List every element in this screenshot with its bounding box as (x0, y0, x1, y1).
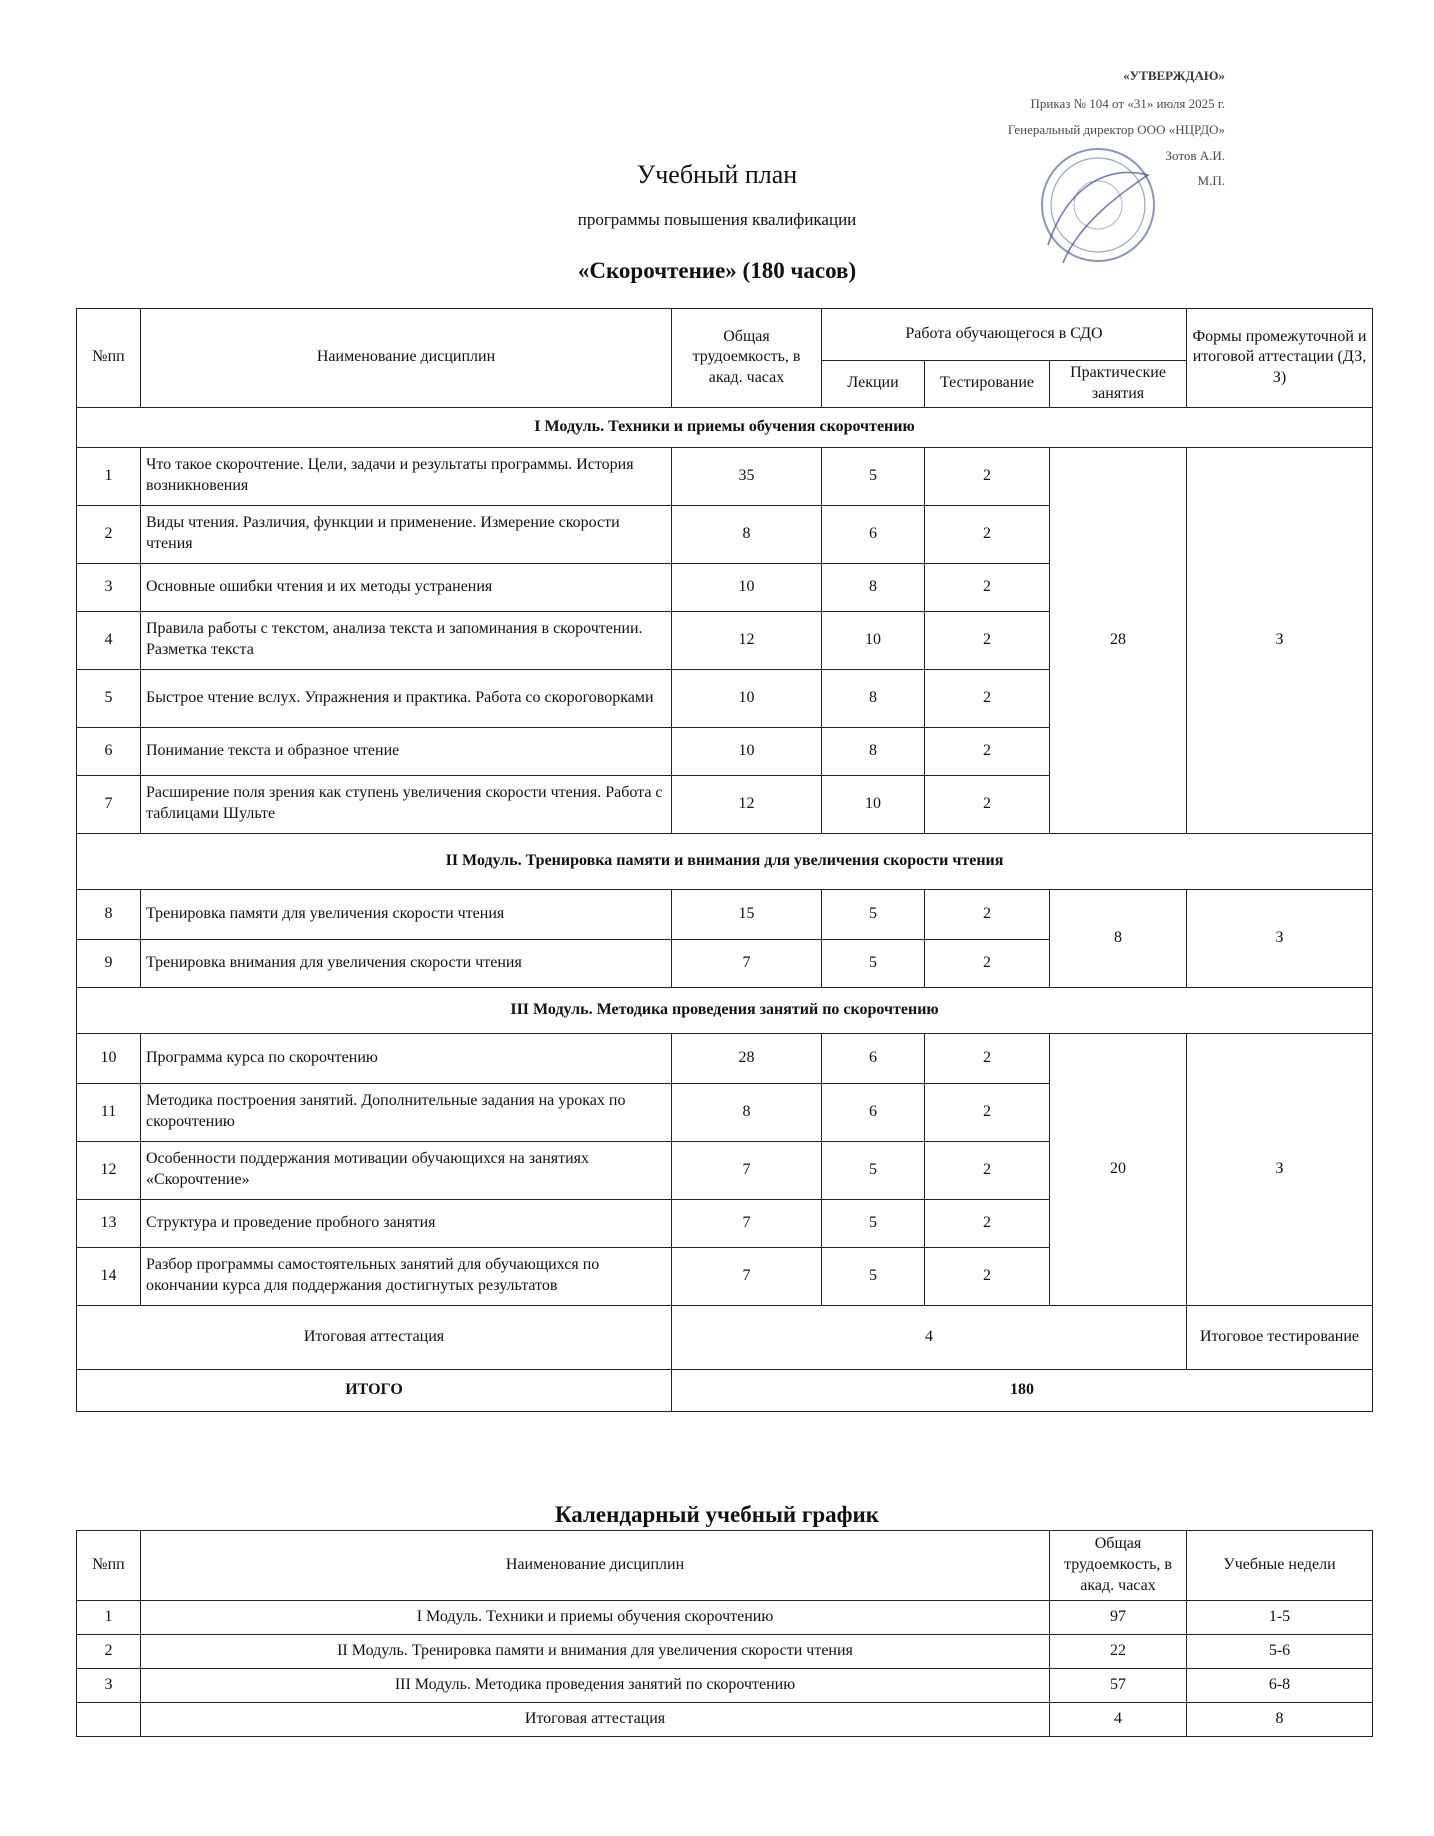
row-name: Тренировка внимания для увеличения скорости чтения (141, 939, 672, 987)
row-lectures: 5 (822, 447, 925, 505)
row-total: 4 (1050, 1703, 1187, 1737)
module-row (77, 833, 1373, 889)
row-name: III Модуль. Методика проведения занятий по скорочтению (141, 1669, 1050, 1703)
header-lectures: Лекции (822, 361, 925, 408)
row-total: 35 (672, 447, 822, 505)
table-row (77, 1703, 1373, 1737)
row-total: 7 (672, 1199, 822, 1247)
row-total: 12 (672, 611, 822, 669)
total-hours: 180 (672, 1369, 1373, 1411)
approval-position: Генеральный директор ООО «НЦРДО» (1007, 122, 1225, 137)
row-name: Методика построения занятий. Дополнительные задания на уроках по скорочтению (141, 1083, 672, 1141)
module-practice: 8 (1050, 889, 1187, 987)
row-total: 10 (672, 727, 822, 775)
row-num: 3 (77, 1669, 141, 1703)
row-name: I Модуль. Техники и приемы обучения скорочтению (141, 1601, 1050, 1635)
row-name: Понимание текста и образное чтение (141, 727, 672, 775)
row-testing: 2 (925, 727, 1050, 775)
row-name: Разбор программы самостоятельных занятий для обучающихся по окончании курса для поддержания достигнутых результатов (141, 1247, 672, 1305)
row-testing: 2 (925, 1083, 1050, 1141)
approval-name: Зотов А.И. (1165, 148, 1225, 163)
table-header-row (77, 309, 1373, 361)
row-total: 7 (672, 1247, 822, 1305)
row-lectures: 8 (822, 727, 925, 775)
row-weeks: 5-6 (1187, 1635, 1373, 1669)
header-total: Общая трудоемкость, в акад. часах (672, 309, 822, 408)
header-sdo: Работа обучающегося в СДО (822, 309, 1187, 361)
row-lectures: 6 (822, 1033, 925, 1083)
row-testing: 2 (925, 563, 1050, 611)
row-lectures: 5 (822, 889, 925, 939)
row-num: 6 (77, 727, 141, 775)
row-testing: 2 (925, 1033, 1050, 1083)
curriculum-table (76, 308, 1373, 1412)
row-num: 12 (77, 1141, 141, 1199)
table-row (77, 1669, 1373, 1703)
row-total: 8 (672, 505, 822, 563)
row-lectures: 5 (822, 1141, 925, 1199)
row-total: 22 (1050, 1635, 1187, 1669)
row-num: 2 (77, 1635, 141, 1669)
row-name: Виды чтения. Различия, функции и применение. Измерение скорости чтения (141, 505, 672, 563)
row-name: Быстрое чтение вслух. Упражнения и практика. Работа со скороговорками (141, 669, 672, 727)
row-lectures: 10 (822, 775, 925, 833)
row-lectures: 8 (822, 669, 925, 727)
module-form: З (1187, 889, 1373, 987)
document-subtitle: программы повышения квалификации (577, 210, 857, 229)
row-num: 3 (77, 563, 141, 611)
row-testing: 2 (925, 611, 1050, 669)
row-num: 7 (77, 775, 141, 833)
table-row (77, 1601, 1373, 1635)
row-num: 13 (77, 1199, 141, 1247)
row-num: 14 (77, 1247, 141, 1305)
row-num: 8 (77, 889, 141, 939)
row-name: Расширение поля зрения как ступень увеличения скорости чтения. Работа с таблицами Шульте (141, 775, 672, 833)
row-num: 1 (77, 447, 141, 505)
row-num: 11 (77, 1083, 141, 1141)
row-name: Основные ошибки чтения и их методы устранения (141, 563, 672, 611)
row-lectures: 6 (822, 1083, 925, 1141)
table-row (77, 889, 1373, 939)
row-testing: 2 (925, 669, 1050, 727)
approval-order: Приказ № 104 от «31» июля 2025 г. (1030, 96, 1225, 111)
module-row (77, 407, 1373, 447)
row-weeks: 6-8 (1187, 1669, 1373, 1703)
row-total: 28 (672, 1033, 822, 1083)
final-attestation-hours: 4 (672, 1305, 1187, 1369)
header-total: Общая трудоемкость, в акад. часах (1050, 1531, 1187, 1601)
header-name: Наименование дисциплин (141, 309, 672, 408)
header-name: Наименование дисциплин (141, 1531, 1050, 1601)
header-weeks: Учебные недели (1187, 1531, 1373, 1601)
table-row (77, 447, 1373, 505)
document-title: Учебный план (636, 160, 798, 189)
module-practice: 28 (1050, 447, 1187, 833)
row-testing: 2 (925, 939, 1050, 987)
table-header-row (77, 1531, 1373, 1601)
final-attestation-label: Итоговая аттестация (77, 1305, 672, 1369)
row-num: 10 (77, 1033, 141, 1083)
row-lectures: 5 (822, 1247, 925, 1305)
row-total: 12 (672, 775, 822, 833)
table-row (77, 1635, 1373, 1669)
row-testing: 2 (925, 447, 1050, 505)
header-num: №пп (77, 309, 141, 408)
row-total: 57 (1050, 1669, 1187, 1703)
module-practice: 20 (1050, 1033, 1187, 1305)
row-lectures: 6 (822, 505, 925, 563)
row-lectures: 8 (822, 563, 925, 611)
row-total: 7 (672, 939, 822, 987)
row-name: Структура и проведение пробного занятия (141, 1199, 672, 1247)
row-testing: 2 (925, 1199, 1050, 1247)
schedule-table (76, 1530, 1373, 1737)
row-total: 10 (672, 669, 822, 727)
row-name: Программа курса по скорочтению (141, 1033, 672, 1083)
row-lectures: 5 (822, 1199, 925, 1247)
header-num: №пп (77, 1531, 141, 1601)
row-num (77, 1703, 141, 1737)
header-forms: Формы промежуточной и итоговой аттестации (ДЗ, З) (1187, 309, 1373, 408)
table-row (77, 1033, 1373, 1083)
module-form: З (1187, 1033, 1373, 1305)
module-form: З (1187, 447, 1373, 833)
schedule-title: Календарный учебный график (554, 1502, 880, 1527)
row-total: 15 (672, 889, 822, 939)
row-testing: 2 (925, 505, 1050, 563)
row-name: Правила работы с текстом, анализа текста и запоминания в скорочтении. Разметка текста (141, 611, 672, 669)
row-name: Что такое скорочтение. Цели, задачи и результаты программы. История возникновения (141, 447, 672, 505)
row-testing: 2 (925, 1247, 1050, 1305)
approval-mp: М.П. (1197, 173, 1225, 188)
program-title: «Скорочтение» (180 часов) (577, 258, 857, 283)
row-total: 97 (1050, 1601, 1187, 1635)
header-testing: Тестирование (925, 361, 1050, 408)
row-name: Особенности поддержания мотивации обучающихся на занятиях «Скорочтение» (141, 1141, 672, 1199)
row-num: 2 (77, 505, 141, 563)
row-num: 5 (77, 669, 141, 727)
module-title: I Модуль. Техники и приемы обучения скорочтению (77, 407, 1373, 447)
header-practice: Практические занятия (1050, 361, 1187, 408)
row-weeks: 1-5 (1187, 1601, 1373, 1635)
row-total: 10 (672, 563, 822, 611)
module-title: II Модуль. Тренировка памяти и внимания для увеличения скорости чтения (77, 833, 1373, 889)
module-row (77, 987, 1373, 1033)
approval-heading: «УТВЕРЖДАЮ» (1123, 68, 1225, 83)
row-name: Тренировка памяти для увеличения скорости чтения (141, 889, 672, 939)
final-attestation-row (77, 1305, 1373, 1369)
row-name: Итоговая аттестация (141, 1703, 1050, 1737)
row-testing: 2 (925, 1141, 1050, 1199)
row-num: 9 (77, 939, 141, 987)
module-title: III Модуль. Методика проведения занятий по скорочтению (77, 987, 1373, 1033)
row-weeks: 8 (1187, 1703, 1373, 1737)
row-testing: 2 (925, 775, 1050, 833)
row-name: II Модуль. Тренировка памяти и внимания для увеличения скорости чтения (141, 1635, 1050, 1669)
total-label: ИТОГО (77, 1369, 672, 1411)
row-num: 4 (77, 611, 141, 669)
row-total: 8 (672, 1083, 822, 1141)
final-attestation-form: Итоговое тестирование (1187, 1305, 1373, 1369)
row-num: 1 (77, 1601, 141, 1635)
total-row (77, 1369, 1373, 1411)
row-lectures: 10 (822, 611, 925, 669)
row-testing: 2 (925, 889, 1050, 939)
row-lectures: 5 (822, 939, 925, 987)
row-total: 7 (672, 1141, 822, 1199)
